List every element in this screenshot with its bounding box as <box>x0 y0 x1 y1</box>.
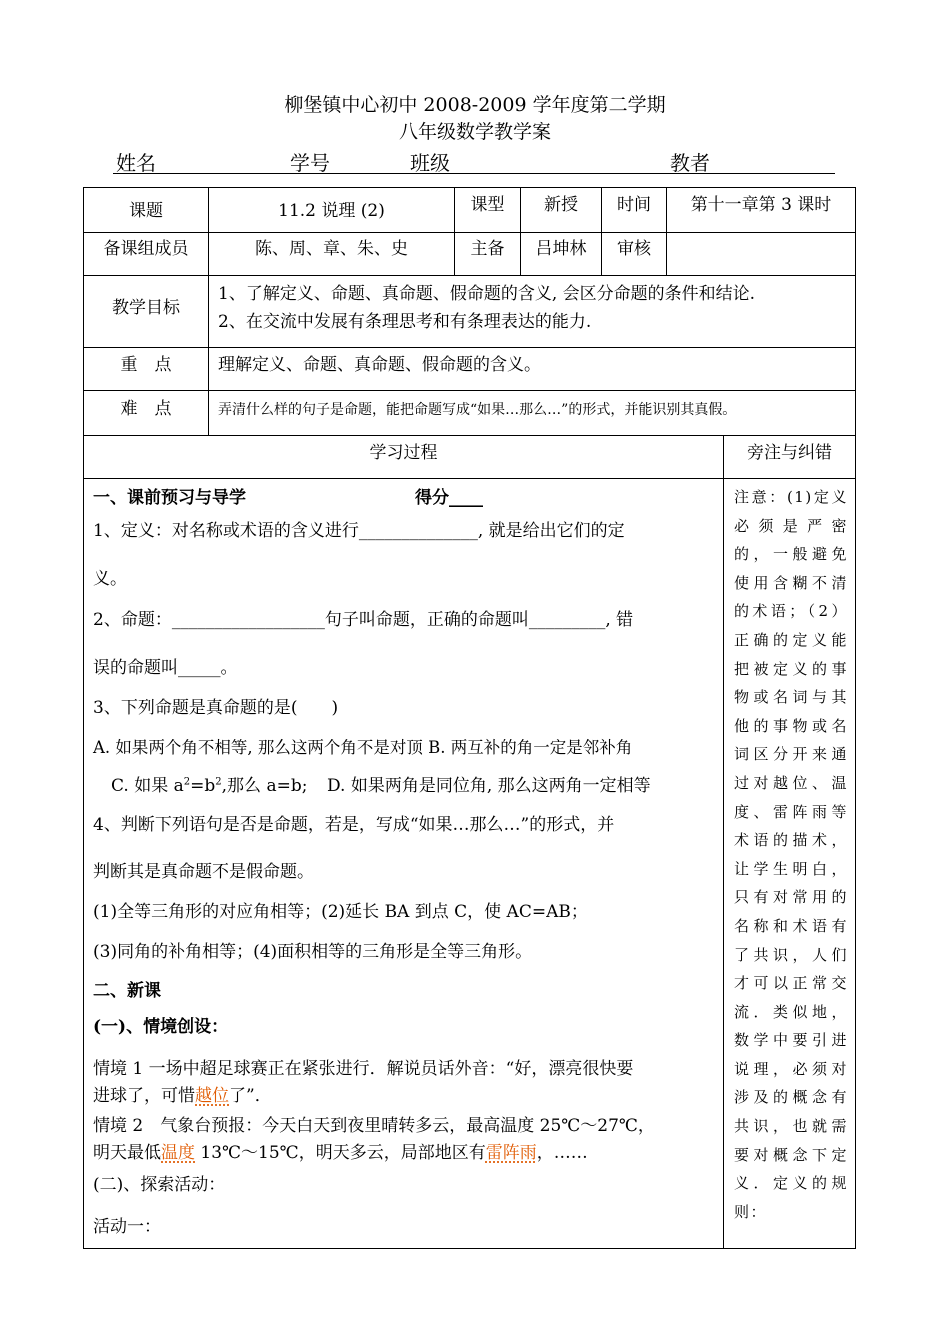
document-subtitle: 八年级数学教学案 <box>398 121 551 143</box>
learning-process-header: 学习过程 <box>369 443 438 463</box>
term-offside: 越位 <box>195 1086 229 1106</box>
scenario-2-line-2: 明天最低温度 13℃～15℃，明天多云，局部地区有雷阵雨，…… <box>93 1143 588 1163</box>
side-note-text: 注意：(1)定义必须是严密的，一般避免使用含糊不清的术语；（2）正确的定义能把被定义的事物或名词与其他的事物或名词区分开来通过对越位、温度、雷阵雨等术语的描术，让学生明白，只有对常用的名称和术语有了共识，人们才可以正常交流．类似地，数学中要引进说理，必须对涉及的概念有共识，也就需要对概念下定义．定义的规则： <box>734 488 848 1221</box>
time-label: 时间 <box>617 195 651 215</box>
topic-label: 课题 <box>129 201 163 221</box>
document-title: 柳堡镇中心初中 2008-2009 学年度第二学期 <box>284 94 666 116</box>
score-field: 得分____ <box>415 488 483 508</box>
student-id-label: 学号 <box>290 151 330 175</box>
goal-1: 1、了解定义、命题、真命题、假命题的含义, 会区分命题的条件和结论. <box>218 284 756 304</box>
scenario-1-line-2: 进球了，可惜越位了”． <box>93 1086 272 1106</box>
goals-label: 教学目标 <box>112 298 180 318</box>
question-2-line-1: 2、命题：__________________句子叫命题，正确的命题叫_________, 错 <box>93 610 634 630</box>
side-notes-header: 旁注与纠错 <box>747 443 832 463</box>
question-4-items-2: (3)同角的补角相等；(4)面积相等的三角形是全等三角形。 <box>93 942 533 962</box>
lead-preparer-label: 主备 <box>470 239 505 259</box>
question-4-line-2: 判断其是真命题不是假命题。 <box>93 862 314 882</box>
activity-1-label: 活动一： <box>93 1217 161 1237</box>
members-label: 备课组成员 <box>103 239 189 259</box>
question-2-line-2: 误的命题叫_____。 <box>93 658 238 678</box>
class-label: 班级 <box>410 151 450 175</box>
members-value: 陈、周、章、朱、史 <box>255 239 408 259</box>
scenario-2-line-1: 情境 2 气象台预报：今天白天到夜里晴转多云，最高温度 25℃～27℃， <box>93 1116 655 1136</box>
question-4-line-1: 4、判断下列语句是否是命题，若是，写成“如果…那么…”的形式，并 <box>93 815 615 835</box>
review-label: 审核 <box>617 239 651 259</box>
lesson-type-label: 课型 <box>470 195 505 215</box>
question-3-option-d: D. 如果两角是同位角, 那么这两角一定相等 <box>327 776 651 796</box>
goal-2: 2、在交流中发展有条理思考和有条理表达的能力. <box>218 312 592 332</box>
term-temperature: 温度 <box>161 1143 195 1163</box>
topic-value: 11.2 说理 (2) <box>278 201 385 221</box>
question-3: 3、下列命题是真命题的是( ) <box>93 698 339 718</box>
term-thunderstorm: 雷阵雨 <box>485 1143 537 1163</box>
scenario-1-line-1: 情境 1 一场中超足球赛正在紧张进行．解说员话外音：“好，漂亮很快要 <box>93 1059 634 1079</box>
section-2-title: 二、新课 <box>93 981 161 1001</box>
question-1-line-1: 1、定义：对名称或术语的含义进行______________, 就是给出它们的定 <box>93 521 625 541</box>
question-1-line-2: 义。 <box>93 569 127 589</box>
section-1-title: 一、课前预习与导学 <box>93 488 246 508</box>
subsection-2-title: (二)、探索活动： <box>93 1175 226 1195</box>
lead-preparer-value: 吕坤林 <box>535 239 587 259</box>
difficulty-value: 弄清什么样的句子是命题，能把命题写成“如果…那么…”的形式，并能识别其真假。 <box>218 402 737 418</box>
difficulty-label: 难 点 <box>120 399 172 419</box>
teacher-label: 教者 <box>670 151 710 175</box>
time-value: 第十一章第 3 课时 <box>690 195 832 215</box>
subsection-1-title: (一)、情境创设： <box>93 1017 229 1037</box>
name-label: 姓名 <box>116 151 156 175</box>
question-3-options-ab: A. 如果两个角不相等, 那么这两个角不是对顶 B. 两互补的角一定是邻补角 <box>93 738 633 757</box>
lesson-type-value: 新授 <box>544 195 578 215</box>
key-points-label: 重 点 <box>120 355 172 375</box>
student-info-row <box>113 147 835 174</box>
question-4-items-1: (1)全等三角形的对应角相等；(2)延长 BA 到点 C，使 AC=AB； <box>93 902 588 922</box>
key-points-value: 理解定义、命题、真命题、假命题的含义。 <box>218 355 541 375</box>
question-3-option-c: C. 如果 $a^2=b^2$,那么 a=b; <box>111 776 308 796</box>
